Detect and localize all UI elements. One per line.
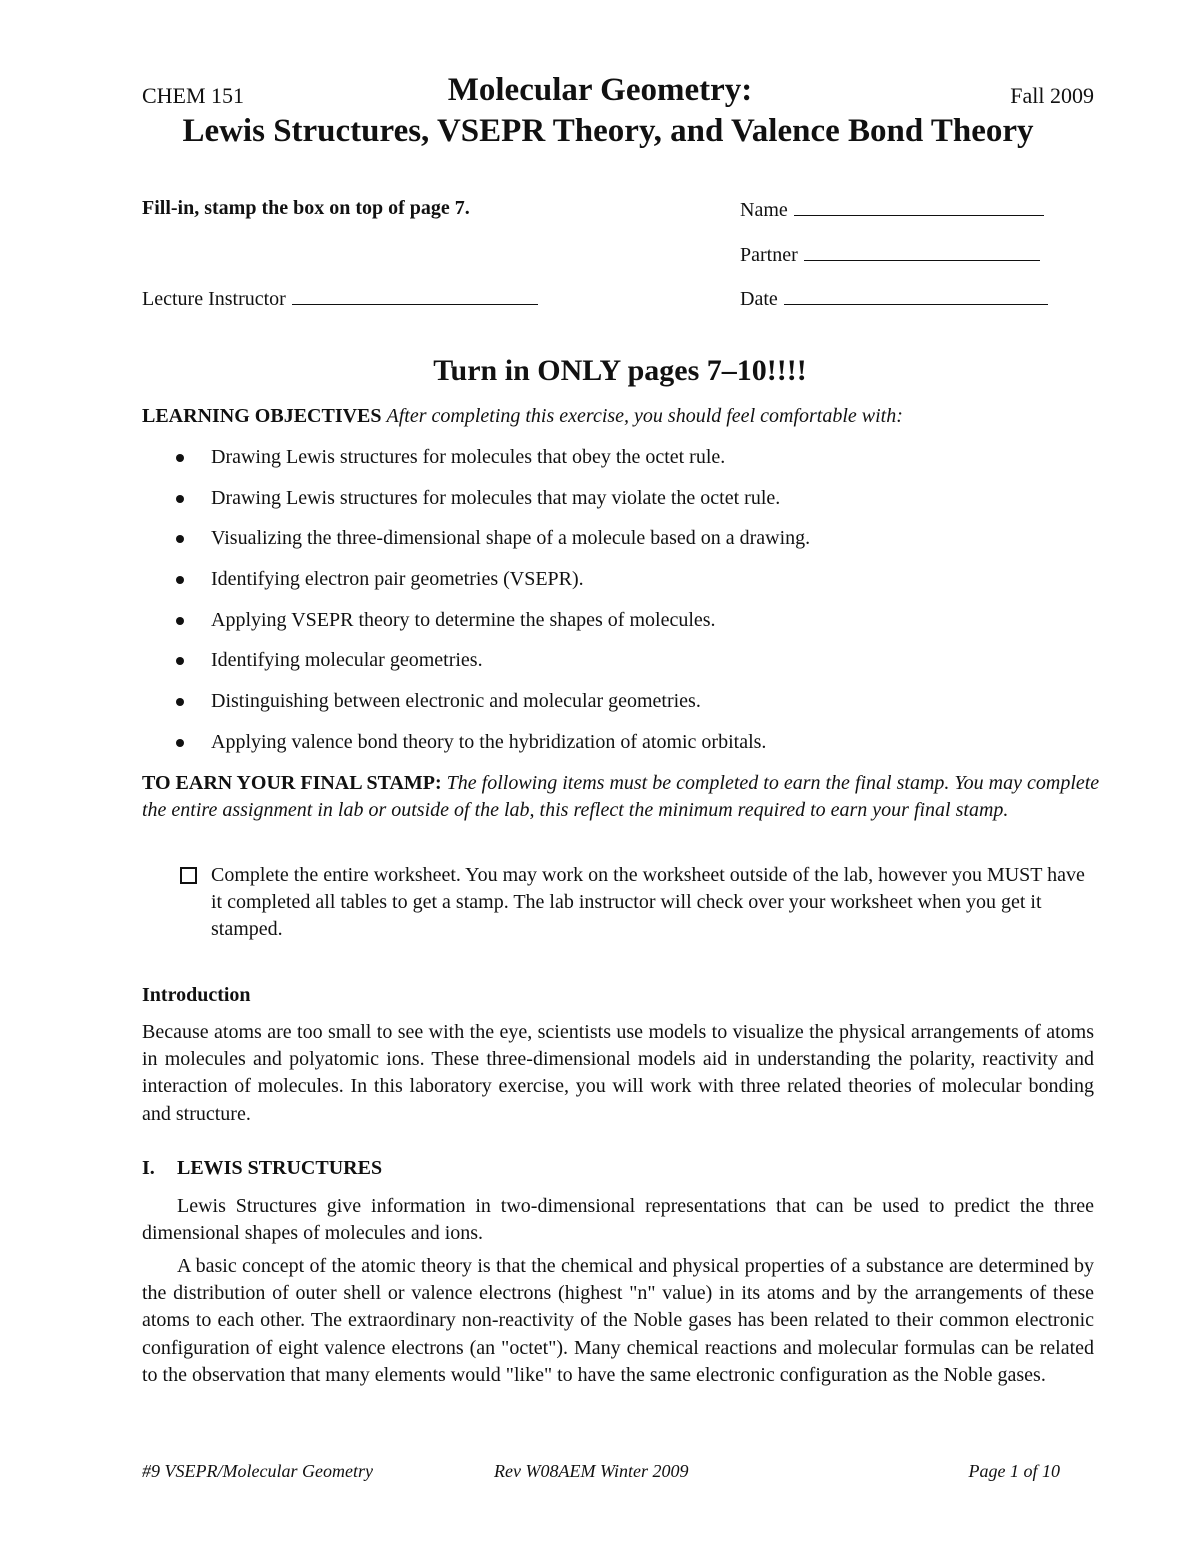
bullet-icon	[176, 617, 184, 625]
list-item	[142, 647, 810, 688]
task-text: Complete the entire worksheet. You may work on the worksheet outside of the lab, however you MUST have it completed all tables to get a stamp. The lab instructor will check over your worksheet when you get it stamped.	[211, 864, 1085, 940]
turn-in-notice: Turn in ONLY pages 7–10!!!!	[433, 354, 807, 387]
objective-text: Identifying molecular geometries.	[211, 649, 483, 672]
bullet-icon	[176, 454, 184, 462]
instructor-line[interactable]	[292, 286, 538, 305]
final-stamp-text: The following items must be completed to earn the final stamp. You may complete the entire assignment in lab or outside of the lab, this reflect the minimum required to earn your final stamp.	[142, 772, 1100, 821]
list-item	[142, 444, 810, 485]
course-code: CHEM 151	[142, 83, 245, 108]
list-item	[142, 729, 810, 770]
objective-text: Visualizing the three-dimensional shape of a molecule based on a drawing.	[211, 527, 811, 550]
lewis-paragraph-2: A basic concept of the atomic theory is that the chemical and physical properties of a substance are determined by the distribution of outer shell or valence electrons (highest "n" value) in its atoms and by the arrangements of these atoms to each other. The extraordinary non-reactivity of the Noble gases has been related to their common electronic configuration of eight valence electrons (an "octet"). Many chemical reactions and molecular formulas can be related to the observation that many elements would "like" to have the same electronic configuration as the Noble gases.	[142, 1255, 1094, 1386]
list-item	[142, 485, 810, 526]
stamp-task-item[interactable]	[180, 862, 1100, 943]
date-line[interactable]	[784, 286, 1048, 305]
section-heading: LEWIS STRUCTURES	[177, 1157, 383, 1179]
name-field[interactable]	[740, 197, 1044, 222]
partner-field[interactable]	[740, 242, 1040, 267]
page-number: Page 1 of 10	[968, 1461, 1060, 1481]
footer-left: #9 VSEPR/Molecular Geometry	[142, 1461, 373, 1481]
list-item	[142, 525, 810, 566]
bullet-icon	[176, 495, 184, 503]
objective-text: Drawing Lewis structures for molecules that obey the octet rule.	[211, 446, 726, 468]
objectives-title: LEARNING OBJECTIVES	[142, 405, 382, 427]
introduction-text: Because atoms are too small to see with the eye, scientists use models to visualize the physical arrangements of atoms in molecules and polyatomic ions. These three-dimensional models aid in understanding the polarity, reactivity and interaction of molecules. In this laboratory exercise, you will work with three related theories of molecular bonding and structure.	[142, 1021, 1094, 1125]
objective-text: Drawing Lewis structures for molecules that may violate the octet rule.	[211, 486, 781, 509]
list-item	[142, 688, 810, 729]
final-stamp-heading: TO EARN YOUR FINAL STAMP:	[142, 772, 442, 794]
list-item	[142, 607, 810, 648]
document-title: Molecular Geometry:	[447, 72, 753, 108]
term-label: Fall 2009	[1010, 83, 1094, 108]
objective-text: Applying VSEPR theory to determine the shapes of molecules.	[211, 608, 716, 631]
bullet-icon	[176, 535, 184, 543]
objectives-list	[142, 444, 810, 770]
name-line[interactable]	[794, 197, 1044, 216]
fill-in-instruction: Fill-in, stamp the box on top of page 7.	[142, 197, 470, 219]
objectives-heading	[142, 405, 903, 428]
instructor-field[interactable]	[142, 286, 538, 311]
instructor-label: Lecture Instructor	[142, 288, 286, 310]
bullet-icon	[176, 739, 184, 747]
list-item	[142, 566, 810, 607]
bullet-icon	[176, 657, 184, 665]
partner-line[interactable]	[804, 242, 1040, 261]
date-field[interactable]	[740, 286, 1048, 311]
document-subtitle: Lewis Structures, VSEPR Theory, and Valence Bond Theory	[182, 113, 1034, 149]
lewis-paragraph-1: Lewis Structures give information in two-dimensional representations that can be used to predict the three dimensional shapes of molecules and ions.	[142, 1195, 1094, 1245]
objective-text: Distinguishing between electronic and molecular geometries.	[211, 690, 701, 713]
bullet-icon	[176, 576, 184, 584]
section-number: I.	[142, 1157, 155, 1179]
partner-label: Partner	[740, 244, 798, 266]
objectives-lead: After completing this exercise, you should feel comfortable with:	[386, 405, 903, 427]
checkbox-icon[interactable]	[180, 867, 197, 884]
name-label: Name	[740, 199, 788, 221]
date-label: Date	[740, 288, 778, 310]
objective-text: Applying valence bond theory to the hybridization of atomic orbitals.	[211, 730, 767, 753]
final-stamp-section	[142, 770, 1102, 824]
introduction-heading: Introduction	[142, 984, 251, 1006]
bullet-icon	[176, 698, 184, 706]
objective-text: Identifying electron pair geometries (VSEPR).	[211, 568, 584, 591]
footer-center: Rev W08AEM Winter 2009	[494, 1461, 689, 1481]
